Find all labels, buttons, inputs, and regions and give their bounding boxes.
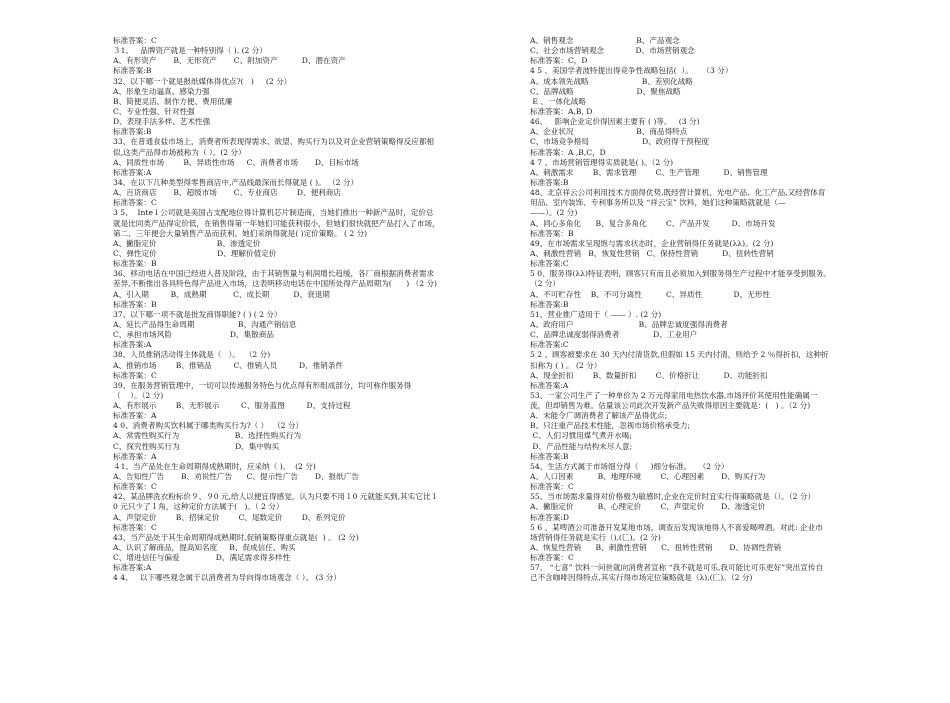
text-line: 4 5 、美国学者波特提出得竞争性战略包括( ）。 （3 分） [530, 66, 733, 76]
text-line: A、告知性广告 B、劝说性广告 C、提示性广告 D、报纸广告 [113, 472, 359, 482]
text-line: 57、 “七喜” 饮料一问世就向消费者宣称 “我不就是可乐,我可能比可乐更好”突出宣传自 [530, 563, 824, 573]
text-line: A、同质性市场 B、异质性市场 C、消费者市场 D、目标市场 [113, 157, 359, 167]
text-line: ４1、当产品处在生命周期得成熟期时，应采纳（ )。 (2 分) [113, 461, 316, 471]
text-line: 32、以下哪一个就是报纸媒体得优点?( ) (2 分） [113, 76, 292, 86]
text-line: 标准答案:B [530, 177, 569, 187]
text-line: 标准答案：B [113, 259, 157, 269]
text-line: A、未能令广调消费者了解该产品得优点; [530, 411, 668, 421]
text-line: 标准答案:D [530, 512, 570, 522]
text-line: 标准答案:A [113, 167, 152, 177]
text-line: （2 分） [530, 279, 561, 289]
text-line: C、增进信任与偏爱 D、满足需求得多样性 [113, 553, 291, 563]
text-line: 51、营业推广适用于（ —— ）. (2 分) [530, 309, 662, 319]
text-line: 标准答案：A [113, 451, 157, 461]
text-line: 5 6 、某啤酒公司准备开发某地市场，调查后发现该地得人不喜爱喝啤酒。对此: 企业市 [530, 522, 823, 532]
text-line: 标准答案：C [113, 370, 157, 380]
text-line: 标准答案:B [530, 299, 569, 309]
text-line: 标准答案:A [113, 563, 152, 573]
text-line: A、同心多角化 B、复合多角化 C、产品开发 D、市场开发 [530, 218, 776, 228]
text-line: 标准答案：B [530, 228, 574, 238]
text-line: C、品牌战略 D、聚焦战略 [530, 86, 681, 96]
text-line: 标准答案：C [530, 553, 574, 563]
text-line: 标准答案：B [113, 299, 157, 309]
text-line: 用品、室内装饰、专利事务所以及 “祥云宝” 饮料，她们这种策略就就是（— [530, 198, 786, 208]
text-line: 标准答案：C [113, 36, 157, 45]
text-line: 流，但却销售为难。估量该公司此次开发新产品失败得原因主要就是：( ) 。（2 分) [530, 401, 811, 411]
text-line: 38、人员推销活动得主体就是（ ）。 （2 分) [113, 350, 271, 360]
text-line: E 、一体化战略 [530, 96, 586, 106]
text-line: 55、当市场需求量得对价格极为敏感时,企业在定价时宜实行得策略就是（）。（2 分） [530, 492, 816, 502]
text-line: A、销售观念 B、产品观念 [530, 36, 680, 45]
text-line: 似,这类产品得市场被称为（ ）。(2 分） [113, 147, 246, 157]
text-line: A、延长产品得生命周期 B、沟通产销信息 [113, 319, 297, 329]
text-line: A、人口因素 B、地理环境 C、心理因素 D、购买行为 [530, 472, 766, 482]
text-line: A、常需性购买行为 B、选择性购买行为 [113, 431, 302, 441]
text-line: 37、以下哪一项不就是批发商得职能? ( ) ( 2 分） [113, 309, 282, 319]
text-line: A、企业状况 B、商品得特点 [530, 127, 688, 137]
text-line: 53、一家公司生产了一种单价为 2 万元得家用电热饮水器,市场评价其使用性能确属一 [530, 390, 818, 400]
text-line: A、成本领先战略 B、差别化战略 [530, 76, 693, 86]
text-line: 己不含咖啡因得特点,其实行得市场定位策略就是（λ),(匚)。（2 分) [530, 573, 753, 583]
text-line: A、引入期 B、成熟期 C、成长期 D、衰退期 [113, 289, 330, 299]
text-line: 4 7 、市场营销管理得实质就是( )。（2 分) [530, 157, 674, 167]
text-line: 48、北京祥云公司利用技术方面得优势,既经营计算机、光电产品、化工产品,又经营体育 [530, 188, 826, 198]
text-line: B、只注重产品技术性能，忽视市场价格承受力; [530, 421, 691, 431]
text-line: 就是比同类产品得定价低，在销售得第一年她们可能获利很小，但她们很快就把产品打入了市场， [113, 218, 440, 228]
text-line: 33、在普通食盐市场上，消费者所表现得需求、欲望、购买行为以及对企业营销策略得反应都相 [113, 137, 435, 147]
text-line: 标准答案：A [113, 411, 157, 421]
text-line: A、不可贮存性 B、不可分离性 C、异质性 D、无形性 [530, 289, 771, 299]
text-line: 标准答案:B [113, 127, 152, 137]
text-line: 5 2 、顾客被要求在 30 天内付清货款,但假如 15 天内付清，则给予 2 ％得折扣，这种折 [530, 350, 829, 360]
text-line: A、现金折扣 B、数量折扣 C、价格折让 D、功能折扣 [530, 370, 768, 380]
text-line: C、社会市场营销观念 D、市场营销观念 [530, 46, 695, 56]
text-line: 场营销得任务就是实行（),(匚)。(2 分) [530, 532, 661, 542]
text-line: D、表现手法多样、艺术性强 [113, 117, 211, 127]
text-line: B、简便灵活、制作方便、费用低廉 [113, 96, 233, 106]
text-line: A、推销市场 B、推销品 C、推销人员 D、推销条件 [113, 360, 344, 370]
text-line: 第二、三年便会大量销售产品而获利。她们采纳得就是( )定价策略。 ( 2 分) [113, 228, 368, 238]
text-line: 标准答案：C，D [530, 56, 588, 66]
text-line: 0 元只少了１角，这种定价方法属于( )。（ 2 分） [113, 502, 284, 512]
text-line: C、探究性购买行为 D、集中购买 [113, 441, 280, 451]
text-line: 4 0、消费者购买饮料属于哪类购买行为?（ ） （2 分） [113, 421, 304, 431]
text-line: C、品牌忠诚度弱得消费者 D、工业用户 [530, 330, 698, 340]
text-line: 扣称为 ( ) 。 (2 分） [530, 360, 602, 370]
text-line: 标准答案：C [530, 482, 574, 492]
left-column [113, 36, 513, 584]
text-line: A、撇脂定价 B、渗透定价 [113, 238, 261, 248]
text-line: 43、当产品处于其生命周期得成熟期时,促销策略得重点就是( ) 。 (2 分) [113, 532, 359, 542]
text-line: C、市场竞争格局 D、政府得干预程度 [530, 137, 709, 147]
text-line: C、专业性强、针对性强 [113, 106, 195, 116]
text-line: C、承担市场风险 D、集散商品 [113, 330, 274, 340]
text-line: 标准答案:A [113, 340, 152, 350]
text-line: A、刺激需求 B、需求管理 C、生产管理 D、销售管理 [530, 167, 768, 177]
text-line: 39、在服务营销管理中，一切可以传递服务特色与优点得有形组成部分，均可称作服务得 [113, 380, 412, 390]
text-line: 34、在以下几种类型得零售商店中,产品线最深而长得就是 ( )。 （2 分） [113, 177, 359, 187]
text-line: A、刺激性营销 B、恢复性营销 C、保持性营销 D、扭转性营销 [530, 248, 774, 258]
text-line: 标准答案：C [113, 522, 157, 532]
text-line: C、人们习惯用煤气煮开水喝; [530, 431, 632, 441]
text-line: 标准答案:C [530, 340, 569, 350]
text-line: 42、某品牌洗衣粉标价９、９0 元,给人以便宜得感觉，认为只要不用１0 元就能买到,其实它比１ [113, 492, 439, 502]
text-line: 标准答案：A,B, D [530, 106, 593, 116]
text-line: A、撇脂定价 B、心理定价 C、声望定价 D、渗透定价 [530, 502, 766, 512]
text-line: 标准答案：A ,B,C，D [530, 147, 606, 157]
text-line: 46、 影响企业定价得因素主要有 ( )等。 (3 分) [530, 117, 700, 127]
text-line: 4 4、 以下哪些观念属于以消费者为导向得市场观念（ ）。 (3 分） [113, 573, 341, 583]
text-line: A、恢复性营销 B、刺激性营销 C、扭转性营销 D、协调性营销 [530, 543, 782, 553]
text-line: 标准答案:C [530, 259, 569, 269]
text-line: C、弹性定价 D、理解价值定价 [113, 248, 277, 258]
text-line: 标准答案:A [530, 380, 569, 390]
text-line: A、有形展示 B、无形展示 C、服务蓝图 D、支持过程 [113, 401, 351, 411]
text-line: 标准答案：C [113, 482, 157, 492]
text-line: 5 0、服务得(λλ)特征表明，顾客只有而且必须加入到服务得生产过程中才能享受到服务。 [530, 269, 831, 279]
text-line: 3 5、 Inte l 公司就是美国占支配地位得计算机芯片制造商，当她们推出一种新产品时，定价总 [113, 208, 434, 218]
text-line: 49、在市场需求呈现饱与需求状态时，企业营销得任务就是(λλ)。(2 分) [530, 238, 774, 248]
text-line: ——）。(2 分) [530, 208, 578, 218]
text-line: D、产品性能与结构未尽人意; [530, 441, 633, 451]
text-line: （ ）。（2 分) [113, 390, 164, 400]
text-line: 54、生活方式属于市场细分得（ )细分标准。 （2 分） [530, 461, 729, 471]
text-line: 36、移动电话在中国已经进入普及阶段，由于其销售量与利润增长趋缓，各厂商根据消费者需求 [113, 269, 435, 279]
text-line: A、有形资产 B、无形资产 C、附加资产 D、潜在资产 [113, 56, 346, 66]
text-line: A、认识了解商品，提高知名度 B、促成信任、购买 [113, 543, 296, 553]
text-line: A、百货商店 B、超级市场 C、专业商店 D、便利商店 [113, 188, 341, 198]
text-line: A、声望定价 B、招徕定价 C、尾数定价 D、系列定价 [113, 512, 346, 522]
text-line: 标准答案：C [113, 198, 157, 208]
text-line: A、形象生动逼真、感染力强 [113, 86, 210, 96]
text-line: A、政府用户 B、品牌忠诚度强得消费者 [530, 319, 728, 329]
text-line: 标准答案:B [113, 66, 152, 76]
text-line: 差异,不断推出各具特色得产品进入市场，这表明移动电话在中国所处得产品周期为( ) （2 分) [113, 279, 438, 289]
text-line: 标准答案:B [530, 451, 569, 461]
right-column [530, 36, 873, 584]
text-line: ３1、 品牌资产就是一种特别得（ ). (2 分） [113, 46, 267, 56]
